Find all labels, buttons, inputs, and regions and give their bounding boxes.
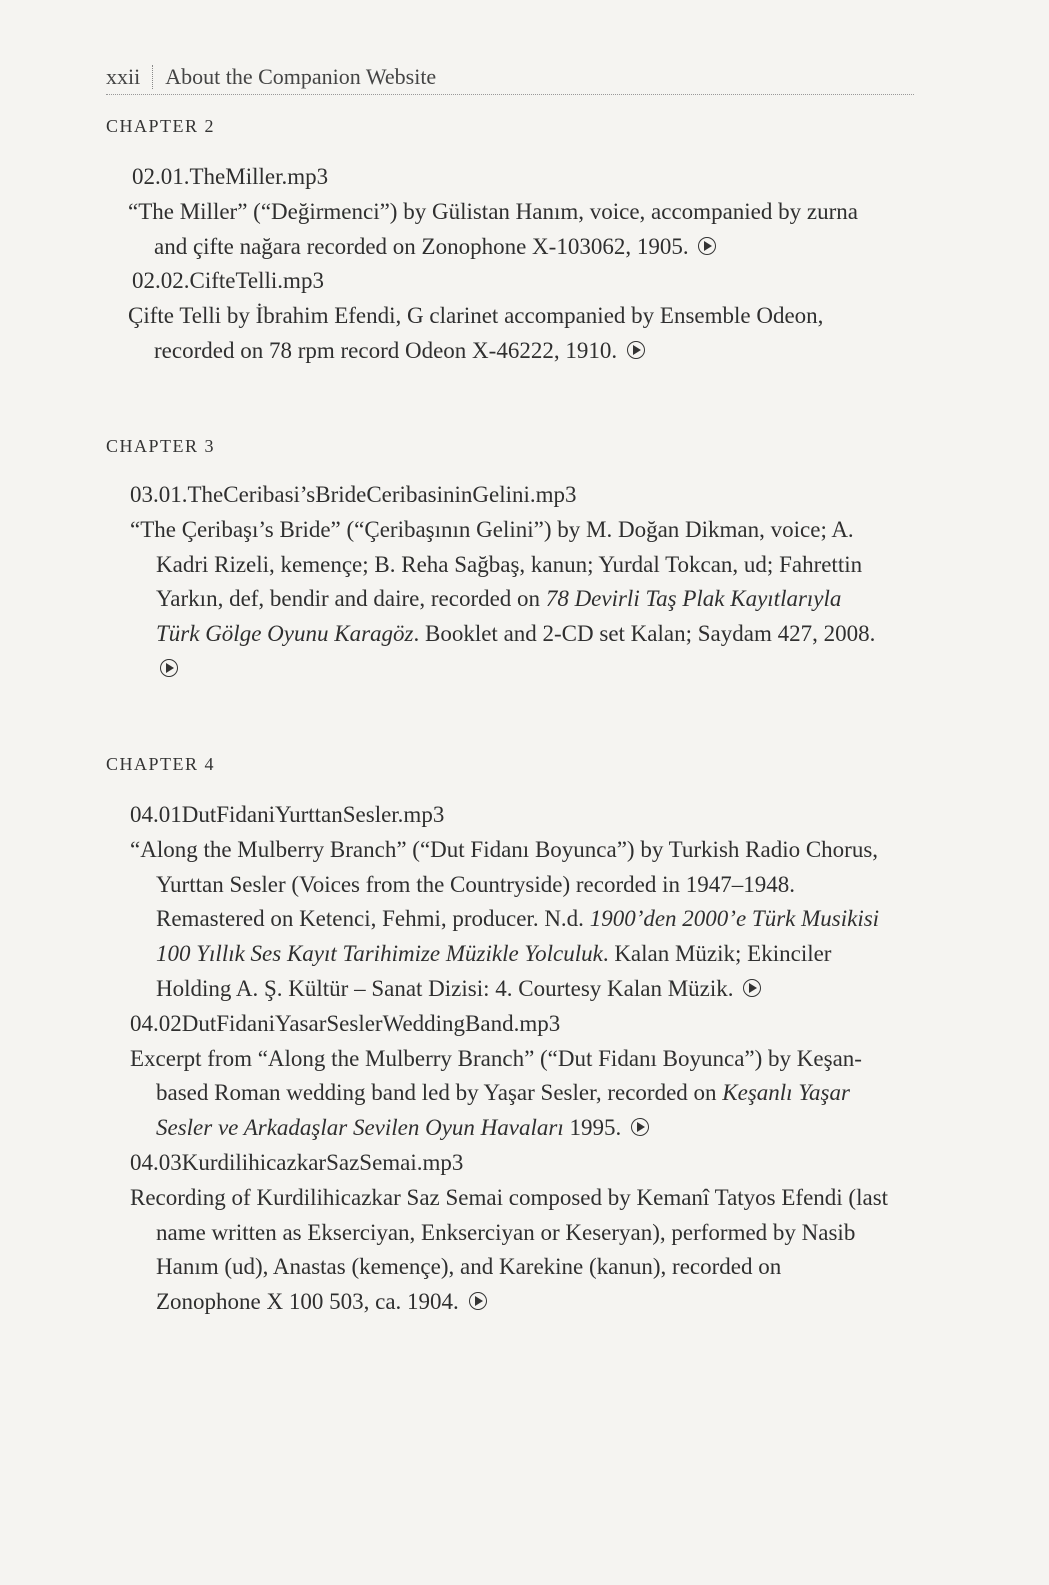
play-icon[interactable]: [469, 1292, 487, 1310]
running-header: [106, 64, 914, 95]
audio-description: “The Miller” (“Değirmenci”) by Gülistan Hanım, voice, accompanied by zurna and çifte nağara recorded on Zonophone X-103062, 1905.: [128, 198, 858, 259]
play-icon[interactable]: [627, 341, 645, 359]
audio-file-name: 04.02DutFidaniYasarSeslerWeddingBand.mp3: [130, 1010, 561, 1036]
album-title: 78 Devirli Taş Plak Kayıtlarıyla Türk Gölge Oyunu Karagöz: [156, 586, 842, 647]
audio-file-name: 02.01.TheMiller.mp3: [132, 164, 329, 189]
audio-file-name: 03.01.TheCeribasi’sBrideCeribasininGelini.mp3: [130, 482, 577, 507]
header-divider: [152, 65, 153, 89]
chapter-heading: CHAPTER 2: [106, 116, 216, 136]
chapter-2-entries: [130, 160, 890, 369]
chapter-heading: CHAPTER 4: [106, 754, 216, 774]
audio-file-name: 04.03KurdilihicazkarSazSemai.mp3: [130, 1149, 464, 1175]
play-icon[interactable]: [160, 659, 178, 677]
play-icon[interactable]: [631, 1118, 649, 1136]
header-title: About the Companion Website: [165, 64, 437, 89]
audio-description: Excerpt from “Along the Mulberry Branch” (“Dut Fidanı Boyunca”) by Keşan-based Roman wedding band led by Yaşar Sesler, recorded on Keşanlı Yaşar Sesler ve Arkadaşlar Sevilen Oyun Havaları 1995.: [130, 1045, 862, 1141]
audio-description: Çifte Telli by İbrahim Efendi, G clarinet accompanied by Ensemble Odeon, recorded on 78 rpm record Odeon X-46222, 1910.: [128, 303, 824, 363]
play-icon[interactable]: [743, 979, 761, 997]
chapter-4-entries: [130, 798, 890, 1320]
audio-description: “The Çeribaşı’s Bride” (“Çeribaşının Gelini”) by M. Doğan Dikman, voice; A. Kadri Rizeli, kemençe; B. Reha Sağbaş, kanun; Yurdal Tokcan, ud; Fahrettin Yarkın, def, bendir and daire, recorded on 78 Devirli Taş Plak Kayıtlarıyla Türk Gölge Oyunu Karagöz. Booklet and 2-CD set Kalan; Saydam 427, 2008.: [130, 513, 890, 687]
album-title: Keşanlı Yaşar Sesler ve Arkadaşlar Sevilen Oyun Havaları: [156, 1080, 850, 1141]
album-title: 1900’den 2000’e Türk Musikisi 100 Yıllık Ses Kayıt Tarihimize Müzikle Yolculuk: [156, 906, 880, 967]
page-number: xxii: [106, 64, 141, 89]
audio-file-name: 04.01DutFidaniYurttanSesler.mp3: [130, 802, 445, 827]
chapter-heading: CHAPTER 3: [106, 436, 216, 456]
play-icon[interactable]: [698, 237, 716, 255]
audio-description: Recording of Kurdilihicazkar Saz Semai composed by Kemanî Tatyos Efendi (last name written as Ekserciyan, Enkserciyan or Keseryan), performed by Nasib Hanım (ud), Anastas (kemençe), and Karekine (kanun), recorded on Zonophone X 100 503, ca. 1904.: [130, 1184, 889, 1315]
chapter-3-entries: [130, 478, 890, 687]
audio-file-name: 02.02.CifteTelli.mp3: [132, 268, 324, 294]
audio-description: “Along the Mulberry Branch” (“Dut Fidanı Boyunca”) by Turkish Radio Chorus, Yurttan Sesler (Voices from the Countryside) recorded in 1947–1948. Remastered on Ketenci, Fehmi, producer. N.d. 1900’den 2000’e Türk Musikisi 100 Yıllık Ses Kayıt Tarihimize Müzikle Yolculuk. Kalan Müzik; Ekinciler Holding A. Ş. Kültür – Sanat Dizisi: 4. Courtesy Kalan Müzik.: [130, 836, 880, 1001]
